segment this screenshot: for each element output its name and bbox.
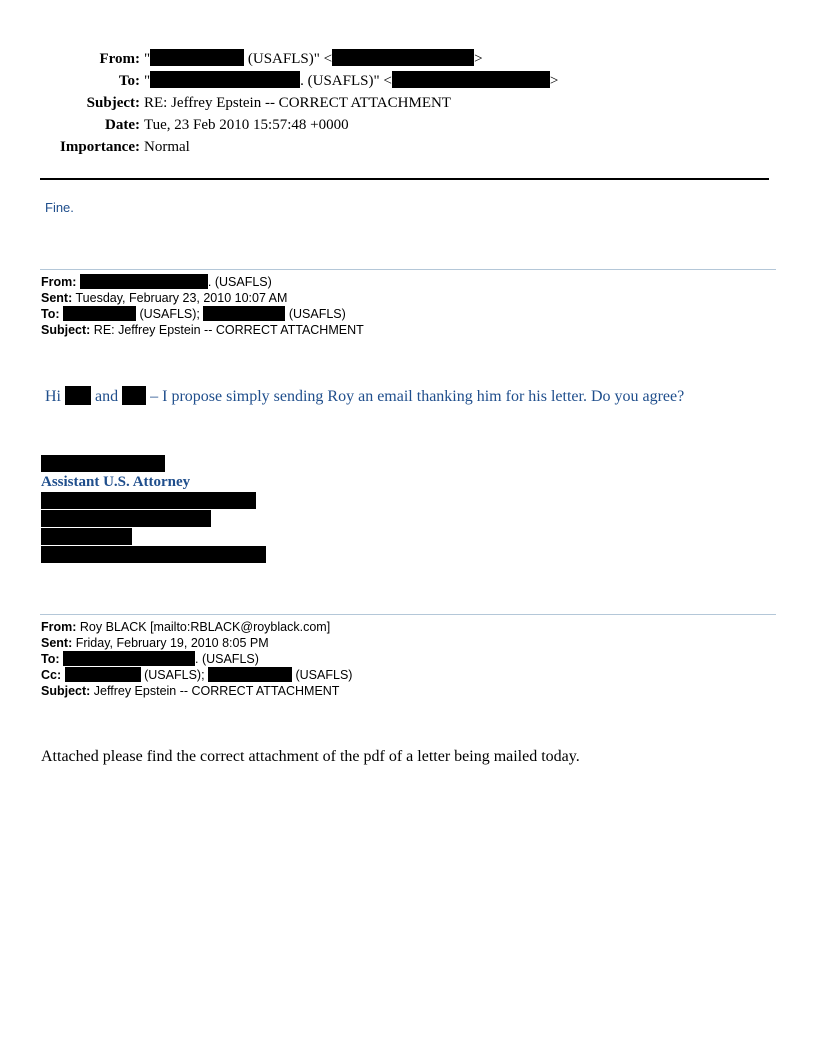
redaction-block xyxy=(392,71,550,88)
redaction-block xyxy=(122,386,146,405)
redaction-block xyxy=(203,306,285,321)
forward1-to-row: To: (USAFLS); (USAFLS) xyxy=(41,307,346,321)
subject-label: Subject: xyxy=(86,95,140,111)
to-value: " . (USAFLS)" < > xyxy=(144,73,559,89)
to-label: To: xyxy=(118,73,140,89)
redaction-block xyxy=(41,455,165,472)
redaction-block xyxy=(150,71,300,88)
date-value: Tue, 23 Feb 2010 15:57:48 +0000 xyxy=(144,117,349,133)
redaction-block xyxy=(41,492,256,509)
message2-body: Hi and – I propose simply sending Roy an email thanking him for his letter. Do you agree? xyxy=(45,388,685,405)
forward1-header xyxy=(41,274,364,338)
reply-body: Fine. xyxy=(45,200,74,215)
subject-value: RE: Jeffrey Epstein -- CORRECT ATTACHMENT xyxy=(144,95,451,111)
forward2-sent-row: Sent: Friday, February 19, 2010 8:05 PM xyxy=(41,636,269,650)
redaction-block xyxy=(332,49,474,66)
forward1-from-row: From: . (USAFLS) xyxy=(41,275,272,289)
message3-body: Attached please find the correct attachment of the pdf of a letter being mailed today. xyxy=(41,748,580,765)
forward2-subject-row: Subject: Jeffrey Epstein -- CORRECT ATTACHMENT xyxy=(41,684,340,698)
date-label: Date: xyxy=(105,117,140,133)
quote-separator xyxy=(40,269,776,270)
header-divider xyxy=(40,178,769,180)
forward2-header xyxy=(41,619,352,699)
redaction-block xyxy=(63,306,136,321)
quote-separator xyxy=(40,614,776,615)
redaction-block xyxy=(65,667,141,682)
from-label: From: xyxy=(99,51,140,67)
importance-label: Importance: xyxy=(60,139,140,155)
redaction-block xyxy=(208,667,292,682)
forward1-subject-row: Subject: RE: Jeffrey Epstein -- CORRECT ATTACHMENT xyxy=(41,323,364,337)
forward1-sent-row: Sent: Tuesday, February 23, 2010 10:07 AM xyxy=(41,291,288,305)
forward2-to-row: To: . (USAFLS) xyxy=(41,652,259,666)
redaction-block xyxy=(150,49,244,66)
importance-value: Normal xyxy=(144,139,190,155)
forward2-from-row: From: Roy BLACK [mailto:RBLACK@royblack.com] xyxy=(41,620,331,634)
redaction-block xyxy=(41,510,211,527)
redaction-block xyxy=(63,651,195,666)
redaction-block xyxy=(41,546,266,563)
redaction-block xyxy=(65,386,91,405)
redaction-block xyxy=(41,528,132,545)
from-value: " (USAFLS)" < > xyxy=(144,51,483,67)
forward2-cc-row: Cc: (USAFLS); (USAFLS) xyxy=(41,668,353,682)
redaction-block xyxy=(80,274,208,289)
signature-title: Assistant U.S. Attorney xyxy=(41,474,191,490)
